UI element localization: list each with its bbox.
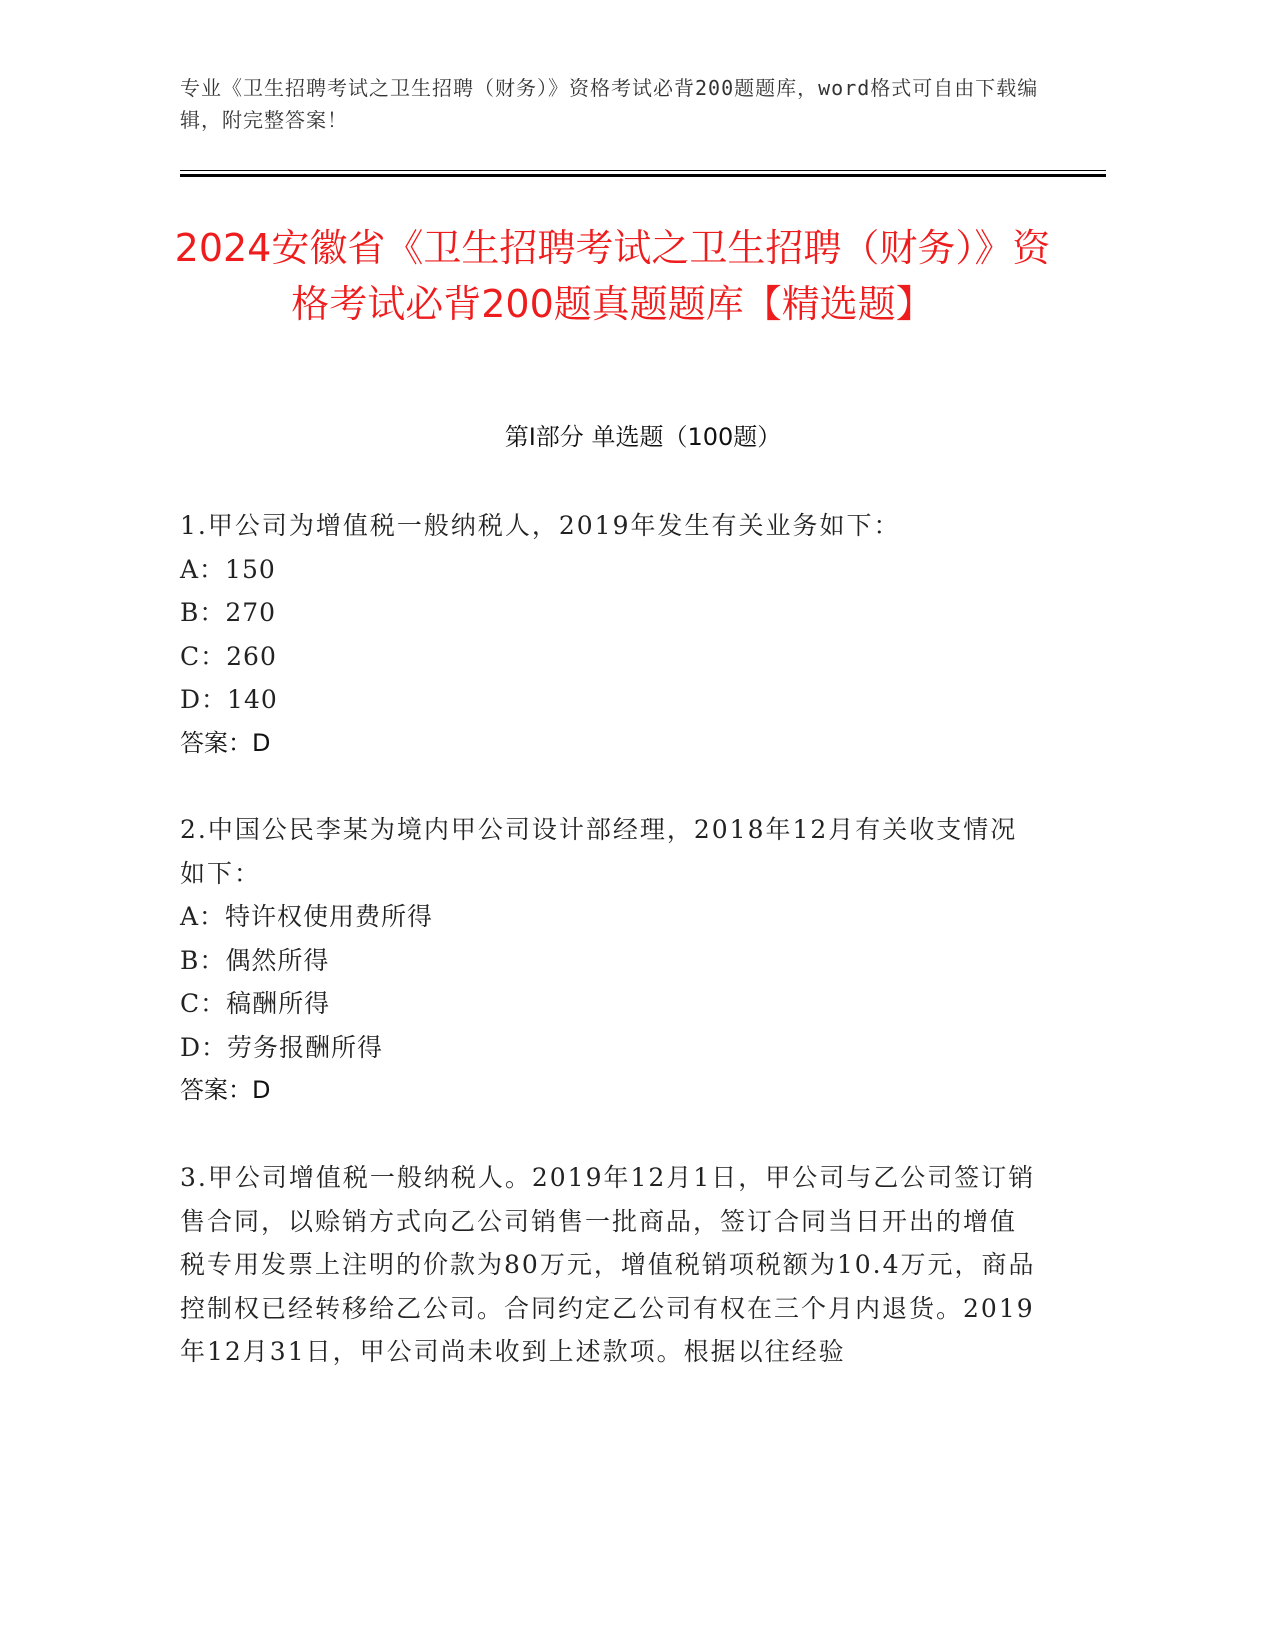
question-stem: 3.甲公司增值税一般纳税人。2019年12月1日，甲公司与乙公司签订销售合同，以赊销方式向乙公司销售一批商品，签订合同当日开出的增值税专用发票上注明的价款为80万元，增值税销项税额为10.4万元，商品控制权已经转移给乙公司。合同约定乙公司有权在三个月内退货。2019年12月31日，甲公司尚未收到上述款项。根据以往经验 [180,1163,1036,1366]
option-a: A：150 [180,554,276,584]
option-d: D：劳务报酬所得 [180,1032,384,1062]
header-divider-thick [180,174,1106,177]
question-stem: 2.中国公民李某为境内甲公司设计部经理，2018年12月有关收支情况如下： [180,815,1018,888]
header-divider-thin [180,170,1106,171]
option-b: B：270 [180,598,277,627]
intro-text: 专业《卫生招聘考试之卫生招聘（财务）》资格考试必背200题题库，word格式可自由下载编辑，附完整答案！ [180,76,1039,132]
section-heading: 第I部分 单选题（100题） [504,423,782,451]
document-title: 2024安徽省《卫生招聘考试之卫生招聘（财务）》资格考试必背200题真题题库【精选题】 [174,226,1051,326]
option-b: B：偶然所得 [180,945,330,975]
question-2 [180,808,1040,1113]
option-c: C：稿酬所得 [180,989,331,1018]
option-a: A：特许权使用费所得 [180,902,434,931]
answer: 答案：D [180,1076,271,1104]
option-c: C：260 [180,641,277,671]
answer: 答案：D [180,728,271,757]
question-3 [180,1156,1040,1374]
question-stem: 1.甲公司为增值税一般纳税人，2019年发生有关业务如下： [180,511,901,540]
option-d: D：140 [180,685,278,714]
question-1 [180,504,1040,765]
